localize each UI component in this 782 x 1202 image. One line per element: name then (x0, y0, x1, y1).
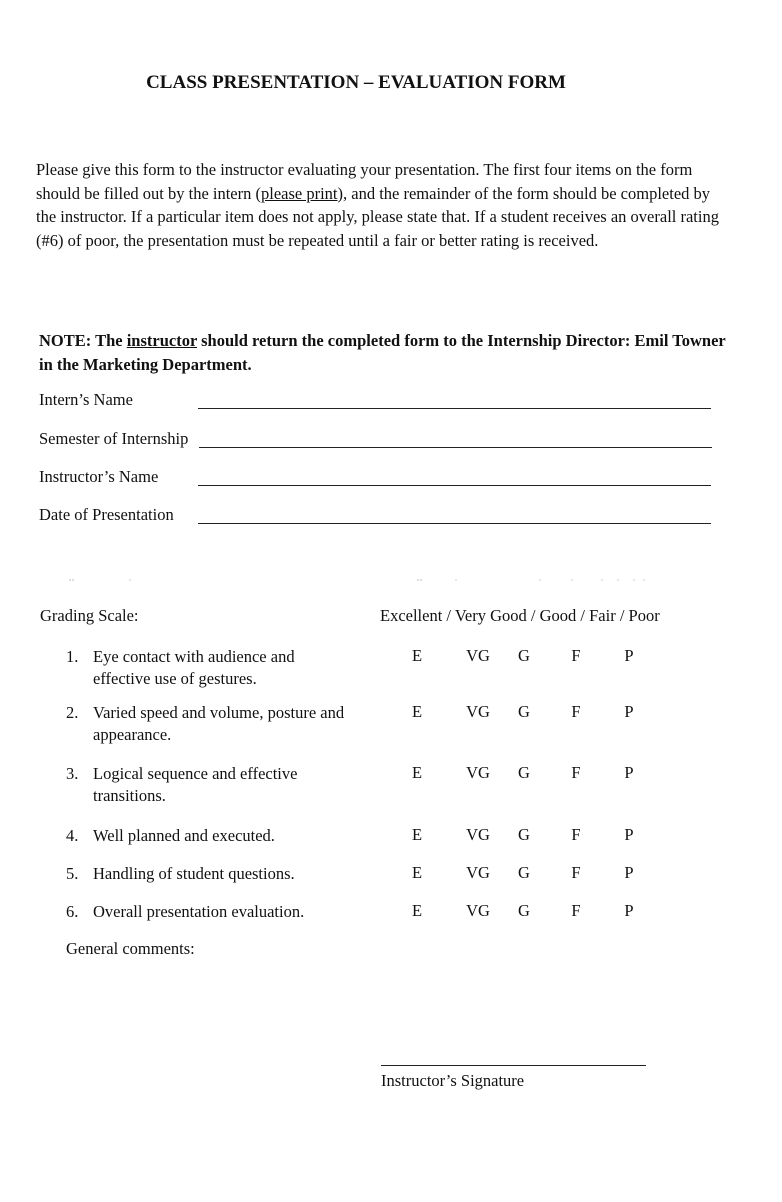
field-label-instructor-name: Instructor’s Name (39, 467, 159, 486)
rating-f[interactable]: F (571, 646, 581, 665)
general-comments-area[interactable] (66, 965, 706, 1050)
rating-vg[interactable]: VG (466, 702, 490, 721)
item-text: Eye contact with audience and effective use of gestures. (93, 647, 295, 688)
item-number: 5. (66, 864, 79, 883)
rating-vg[interactable]: VG (466, 825, 490, 844)
field-label-semester: Semester of Internship (39, 429, 189, 448)
note-prefix: NOTE: The (39, 331, 127, 350)
rating-g[interactable]: G (518, 825, 530, 844)
date-line[interactable] (198, 523, 711, 524)
rating-p[interactable]: P (624, 702, 634, 721)
intern-name-line[interactable] (198, 408, 711, 409)
item-text: Logical sequence and effective transitions. (93, 764, 298, 805)
note-underlined: instructor (126, 331, 197, 350)
rating-e[interactable]: E (411, 825, 423, 844)
item-number: 2. (66, 703, 79, 722)
rating-vg[interactable]: VG (466, 763, 490, 782)
field-label-intern-name: Intern’s Name (39, 390, 133, 409)
criteria-item (66, 646, 356, 690)
criteria-item (66, 702, 356, 746)
rating-p[interactable]: P (624, 863, 634, 882)
intro-text-2: ), and the remainder of the form should be completed by the instructor. If a particular item does not apply, please state that. If a student receives an overall rating (#6) of poor, the presentation must be repeated until a fair or better rating is received. (36, 183, 719, 250)
item-number: 3. (66, 764, 79, 783)
rating-e[interactable]: E (411, 901, 423, 920)
rating-e[interactable]: E (411, 863, 423, 882)
scan-specks (62, 574, 662, 584)
field-label-date: Date of Presentation (39, 505, 174, 524)
item-text: Well planned and executed. (93, 826, 275, 845)
grading-scale-label: Grading Scale: (40, 606, 139, 625)
rating-g[interactable]: G (518, 763, 530, 782)
instructor-name-line[interactable] (198, 485, 711, 486)
rating-p[interactable]: P (624, 825, 634, 844)
criteria-item (66, 763, 356, 807)
item-text: Overall presentation evaluation. (93, 902, 305, 921)
general-comments-label: General comments: (66, 939, 195, 958)
item-number: 4. (66, 826, 79, 845)
rating-p[interactable]: P (624, 646, 634, 665)
rating-vg[interactable]: VG (466, 901, 490, 920)
rating-e[interactable]: E (411, 702, 423, 721)
criteria-item (66, 825, 356, 847)
rating-g[interactable]: G (518, 646, 530, 665)
semester-line[interactable] (199, 447, 712, 448)
rating-f[interactable]: F (571, 901, 581, 920)
intro-text-1: Please give this form to the instructor evaluating your presentation. The first four items on the form should be filled out by the intern ( (36, 160, 693, 203)
rating-f[interactable]: F (571, 863, 581, 882)
item-text: Varied speed and volume, posture and appearance. (93, 703, 345, 744)
rating-f[interactable]: F (571, 763, 581, 782)
criteria-item (66, 863, 356, 885)
rating-e[interactable]: E (411, 646, 423, 665)
rating-p[interactable]: P (624, 901, 634, 920)
rating-p[interactable]: P (624, 763, 634, 782)
rating-vg[interactable]: VG (466, 646, 490, 665)
rating-g[interactable]: G (518, 901, 530, 920)
grading-scale-header: Excellent / Very Good / Good / Fair / Poor (380, 606, 660, 625)
criteria-item (66, 901, 356, 923)
form-title: CLASS PRESENTATION – EVALUATION FORM (146, 72, 566, 93)
rating-g[interactable]: G (518, 702, 530, 721)
intro-underlined: please print (261, 183, 338, 203)
rating-g[interactable]: G (518, 863, 530, 882)
rating-f[interactable]: F (571, 702, 581, 721)
intro-paragraph (36, 158, 726, 252)
item-text: Handling of student questions. (93, 864, 295, 883)
rating-e[interactable]: E (411, 763, 423, 782)
note-suffix: should return the completed form to the Internship Director: Emil Towner in the Marketing Department. (39, 331, 726, 374)
signature-line[interactable] (381, 1065, 646, 1066)
signature-label: Instructor’s Signature (381, 1071, 525, 1090)
item-number: 1. (66, 647, 79, 666)
item-number: 6. (66, 902, 79, 921)
rating-vg[interactable]: VG (466, 863, 490, 882)
instructor-note (39, 329, 729, 377)
rating-f[interactable]: F (571, 825, 581, 844)
